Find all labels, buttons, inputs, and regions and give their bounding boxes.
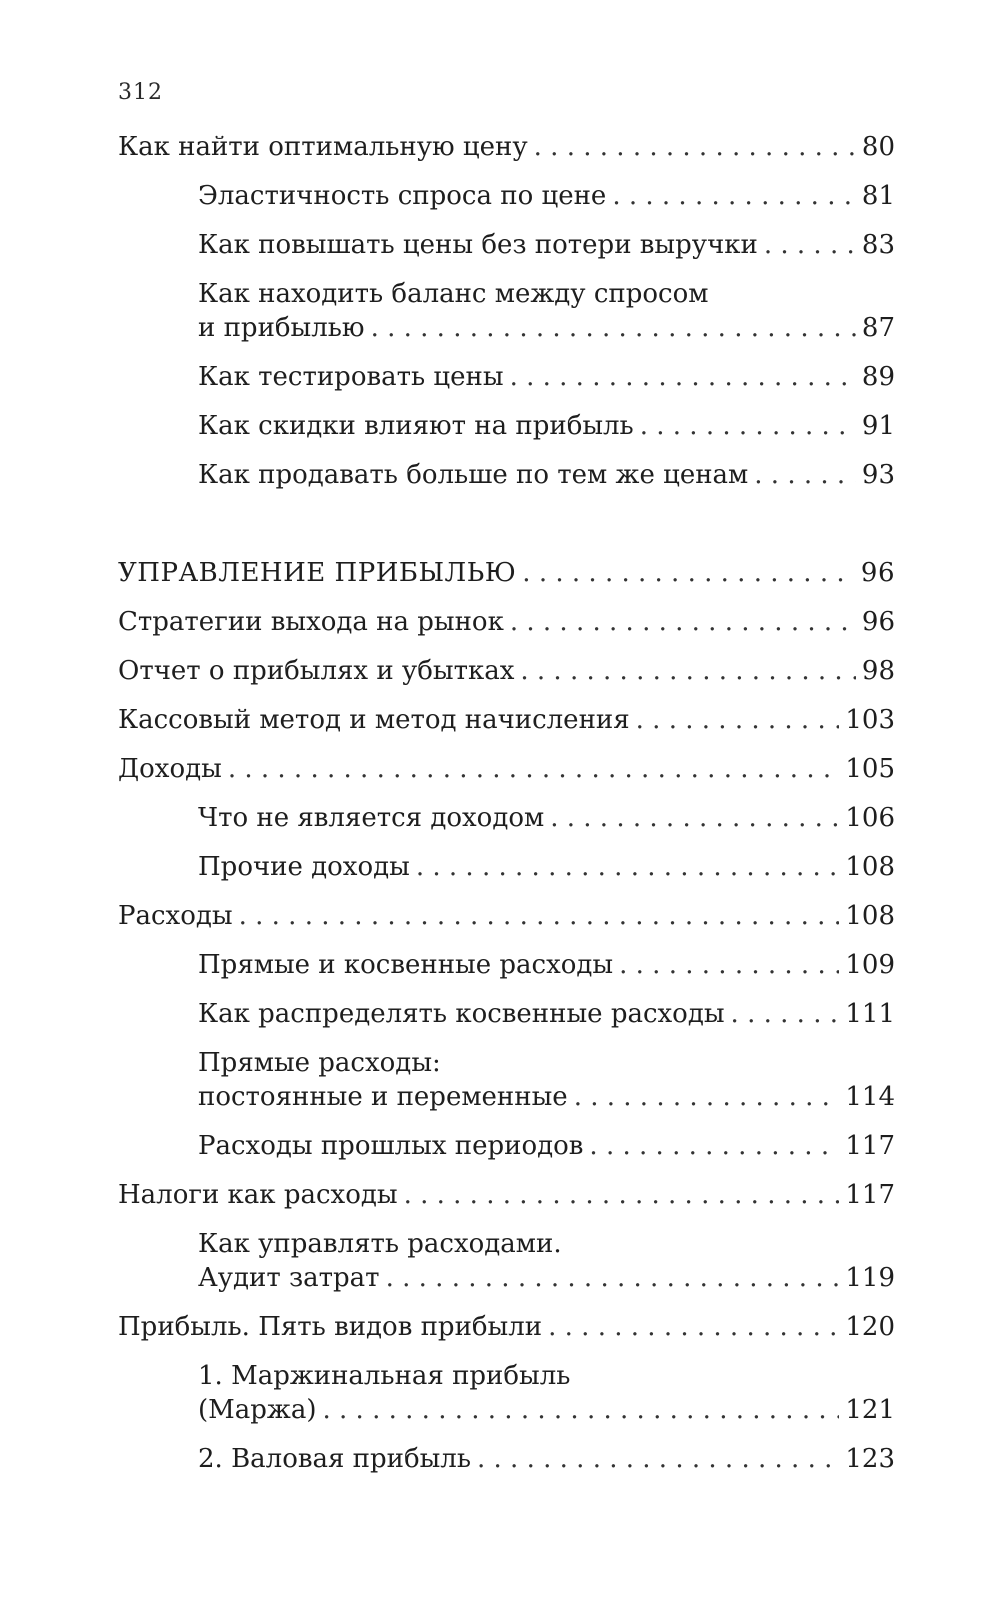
toc-entry-title: постоянные и переменные (198, 1082, 568, 1112)
dot-leader (574, 1080, 840, 1114)
toc-entry-title: Расходы прошлых периодов (198, 1131, 584, 1161)
toc-entry-page: 103 (845, 705, 895, 735)
toc-entry-page: 119 (845, 1263, 895, 1293)
toc-entry-page: 114 (845, 1082, 895, 1112)
dot-leader (619, 948, 839, 982)
toc-entry[interactable] (198, 1129, 895, 1163)
toc-entry-page: 80 (861, 132, 895, 162)
toc-entry-page: 121 (845, 1395, 895, 1425)
dot-leader (510, 605, 856, 639)
dot-leader (612, 179, 856, 213)
toc-entry-page: 111 (845, 999, 895, 1029)
dot-leader (239, 899, 840, 933)
toc-entry-page: 81 (861, 181, 895, 211)
toc-section-heading[interactable] (118, 556, 895, 590)
toc-entry-page: 105 (845, 754, 895, 784)
dot-leader (416, 850, 840, 884)
toc-entry-page: 120 (845, 1312, 895, 1342)
toc-entry-title-line1: Прямые расходы: (198, 1048, 441, 1078)
toc-entry-title: Эластичность спроса по цене (198, 181, 607, 211)
toc-entry-title: Прибыль. Пять видов прибыли (118, 1312, 543, 1342)
toc-entry[interactable] (118, 130, 895, 164)
toc-entry-title: Отчет о прибылях и убытках (118, 656, 515, 686)
toc-entry-page: 98 (861, 656, 895, 686)
toc-entry-title-line1: Как находить баланс между спросом (198, 279, 709, 309)
toc-entry[interactable] (118, 1310, 895, 1344)
toc-entry-title: УПРАВЛЕНИЕ ПРИБЫЛЬЮ (118, 558, 517, 588)
toc-entry-page: 93 (861, 460, 895, 490)
toc-entry-title-line1: 1. Маржинальная прибыль (198, 1361, 571, 1391)
dot-leader (371, 311, 856, 345)
dot-leader (550, 801, 839, 835)
toc-entry-page: 91 (861, 411, 895, 441)
toc-entry[interactable] (198, 311, 895, 345)
dot-leader (520, 654, 856, 688)
dot-leader (754, 458, 856, 492)
toc-entry[interactable] (118, 703, 895, 737)
toc-entry[interactable] (198, 360, 895, 394)
toc-entry-page: 96 (861, 607, 895, 637)
dot-leader (386, 1261, 840, 1295)
dot-leader (522, 556, 855, 590)
toc-entry[interactable] (198, 997, 895, 1031)
dot-leader (534, 130, 856, 164)
toc-entry-title: Как найти оптимальную цену (118, 132, 528, 162)
dot-leader (640, 409, 856, 443)
toc-entry-page: 106 (845, 803, 895, 833)
toc-entry[interactable] (118, 899, 895, 933)
toc-entry-title: Как скидки влияют на прибыль (198, 411, 634, 441)
toc-entry-title: Как повышать цены без потери выручки (198, 230, 758, 260)
toc-entry-title: Как продавать больше по тем же ценам (198, 460, 749, 490)
toc-entry-title: Доходы (118, 754, 222, 784)
toc-entry-title: и прибылью (198, 313, 365, 343)
toc-entry-title: Налоги как расходы (118, 1180, 398, 1210)
toc-entry[interactable] (198, 850, 895, 884)
toc-entry[interactable] (118, 752, 895, 786)
dot-leader (731, 997, 840, 1031)
toc-entry-page: 87 (861, 313, 895, 343)
toc-entry-page: 108 (845, 901, 895, 931)
toc-entry-page: 89 (861, 362, 895, 392)
toc-entry-title: (Маржа) (198, 1395, 317, 1425)
toc-entry-page: 109 (845, 950, 895, 980)
toc-entry-page: 108 (845, 852, 895, 882)
toc-entry-title: Стратегии выхода на рынок (118, 607, 504, 637)
toc-entry[interactable] (198, 948, 895, 982)
page-number: 312 (118, 80, 163, 105)
toc-entry[interactable] (198, 458, 895, 492)
toc-entry-page: 123 (845, 1444, 895, 1474)
toc-entry[interactable] (198, 1261, 895, 1295)
toc-entry-title: Прямые и косвенные расходы (198, 950, 614, 980)
toc-entry-title: Аудит затрат (198, 1263, 380, 1293)
toc-entry-page: 96 (860, 558, 895, 588)
dot-leader (764, 228, 856, 262)
dot-leader (477, 1442, 839, 1476)
dot-leader (322, 1393, 839, 1427)
toc-entry-title-line1: Как управлять расходами. (198, 1229, 562, 1259)
toc-entry-title: Расходы (118, 901, 233, 931)
toc-entry[interactable] (118, 605, 895, 639)
dot-leader (589, 1129, 839, 1163)
dot-leader (636, 703, 840, 737)
toc-entry-page: 117 (845, 1131, 895, 1161)
toc-entry-page: 83 (861, 230, 895, 260)
toc-entry-title: Как тестировать цены (198, 362, 504, 392)
toc-entry[interactable] (198, 1393, 895, 1427)
toc-entry[interactable] (198, 801, 895, 835)
toc-entry[interactable] (198, 1080, 895, 1114)
toc-entry-page: 117 (845, 1180, 895, 1210)
toc-entry[interactable] (198, 1442, 895, 1476)
toc-entry-title: Кассовый метод и метод начисления (118, 705, 630, 735)
toc-entry[interactable] (198, 409, 895, 443)
toc-entry[interactable] (198, 228, 895, 262)
toc-entry-title: Что не является доходом (198, 803, 545, 833)
dot-leader (228, 752, 840, 786)
toc-entry-title: Прочие доходы (198, 852, 410, 882)
toc-entry-title: Как распределять косвенные расходы (198, 999, 725, 1029)
toc-entry[interactable] (118, 1178, 895, 1212)
toc-entry-title: 2. Валовая прибыль (198, 1444, 471, 1474)
dot-leader (404, 1178, 840, 1212)
dot-leader (510, 360, 856, 394)
toc-entry[interactable] (198, 179, 895, 213)
toc-entry[interactable] (118, 654, 895, 688)
dot-leader (548, 1310, 839, 1344)
